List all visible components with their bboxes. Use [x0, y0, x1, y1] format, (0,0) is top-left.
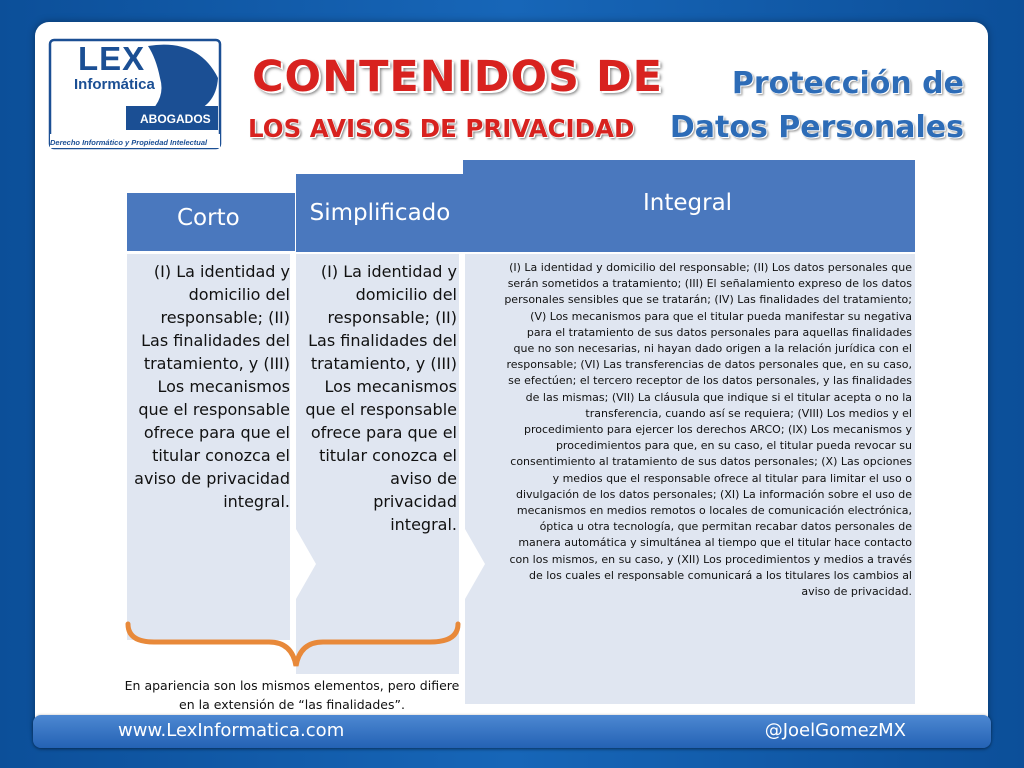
column-header-corto: Corto	[127, 193, 295, 251]
column-body-integral: (I) La identidad y domicilio del responsable; (II) Los datos personales que serán sometidos a tratamiento; (III) El señalamiento expreso de los datos personales sensibles que se tratarán; (IV) Las finalidades del tratamiento; (V) Los mecanismos para que el titular pueda manifestar su negativa para el tratamiento de sus datos personales para aquellas finalidades que no son necesarias, ni hayan dado origen a la relación jurídica con el responsable; (VI) Las transferencias de datos personales que, en su caso, se efectúen; el tercero receptor de los datos personales, y las finalidades de las mismas; (VII) La cláusula que indique si el titular acepta o no la transferencia, cuando así se requiera; (VIII) Los medios y el procedimiento para ejercer los derechos ARCO; (IX) Los mecanismos y procedimientos para que, en su caso, el titular pueda revocar su consentimiento al tratamiento de sus datos personales; (X) Las opciones y medios que el responsable ofrece al titular para limitar el uso o divulgación de los datos personales; (XI) La información sobre el uso de mecanismos en medios remotos o locales de comunicación electrónica, óptica u otra tecnología, que permitan recabar datos personales de manera automática y simultánea al tiempo que el titular hace contacto con los mismos, en su caso, y (XII) Los procedimientos y medios a través de los cuales el responsable comunicará a los titulares los cambios al aviso de privacidad.	[463, 254, 915, 704]
footer-bar	[33, 715, 991, 748]
comparison-note: En apariencia son los mismos elementos, pero difiere en la extensión de “las finalidades”.	[122, 676, 462, 714]
chevron-divider-2	[459, 254, 489, 704]
column-body-corto: (I) La identidad y domicilio del responsable; (II) Las finalidades del tratamiento, y (III) Los mecanismos que el responsable ofrece para que el titular conozca el aviso de privacidad integral.	[127, 254, 295, 640]
column-header-simplificado: Simplificado	[296, 174, 464, 252]
lex-informatica-logo	[48, 38, 223, 150]
column-body-simplificado: (I) La identidad y domicilio del responsable; (II) Las finalidades del tratamiento, y (III) Los mecanismos que el responsable ofrece para que el titular conozca el aviso de privacidad integral.	[296, 254, 464, 674]
footer-handle[interactable]: @JoelGomezMX	[764, 720, 906, 741]
chevron-divider-1	[290, 254, 320, 674]
topic-title	[664, 62, 964, 150]
page-title: CONTENIDOS DE	[252, 52, 664, 102]
logo-tagline: Derecho Informático y Propiedad Intelectual	[50, 138, 208, 147]
logo-lex-text: LEX	[78, 40, 146, 77]
logo-informatica-text: Informática	[74, 76, 155, 93]
topic-title-line2: Datos Personales	[669, 110, 964, 145]
curly-brace-icon	[124, 620, 462, 670]
page-subtitle: LOS AVISOS DE PRIVACIDAD	[248, 114, 635, 143]
footer-website[interactable]: www.LexInformatica.com	[118, 720, 345, 741]
topic-title-line1: Protección de	[731, 66, 964, 101]
column-header-integral: Integral	[463, 160, 915, 252]
logo-abogados-text: ABOGADOS	[140, 112, 211, 126]
